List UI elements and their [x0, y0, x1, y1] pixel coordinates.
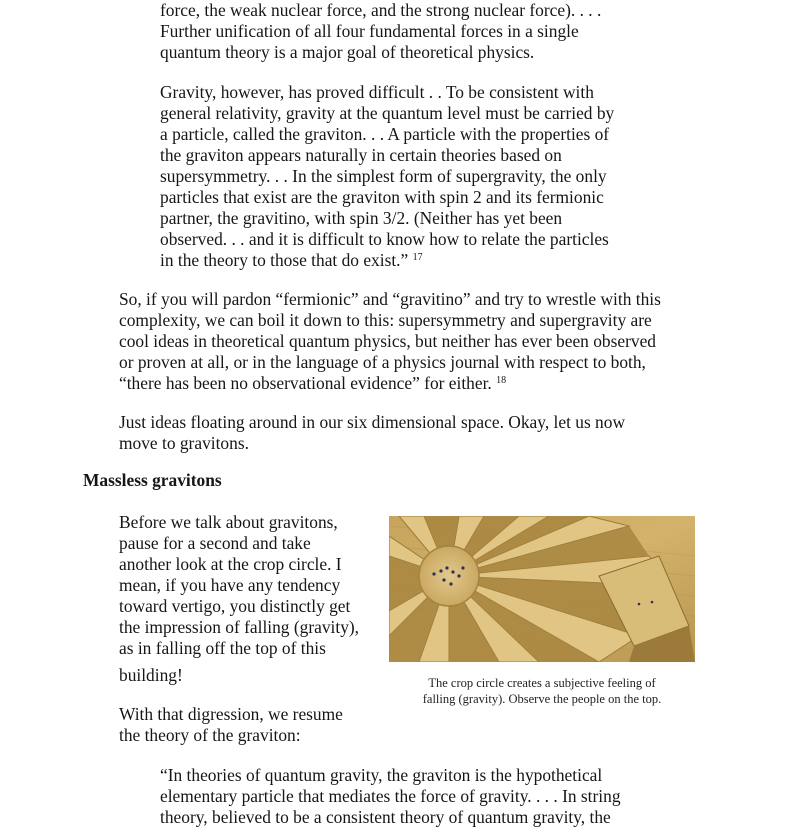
blockquote-line: “In theories of quantum gravity, the graviton is the hypothetical — [160, 765, 603, 785]
paragraph-line: mean, if you have any tendency — [119, 575, 341, 595]
blockquote-line: the graviton appears naturally in certain theories based on — [160, 145, 562, 165]
paragraph-line: the theory of the graviton: — [119, 725, 301, 745]
paragraph-line: cool ideas in theoretical quantum physics, but neither has ever been observed — [119, 331, 657, 351]
paragraph-line: complexity, we can boil it down to this: supersymmetry and supergravity are — [119, 310, 652, 330]
blockquote-line: observed. . . and it is difficult to know how to relate the particles — [160, 229, 609, 249]
blockquote-line: Further unification of all four fundamental forces in a single — [160, 21, 579, 41]
paragraph-line: the impression of falling (gravity), — [119, 617, 360, 637]
paragraph-text: “there has been no observational evidence” for either. — [119, 373, 492, 393]
blockquote-line: force, the weak nuclear force, and the strong nuclear force). . . . — [160, 0, 602, 20]
blockquote-line: partner, the gravitino, with spin 3/2. (Neither has yet been — [160, 208, 563, 228]
blockquote-line: quantum theory is a major goal of theoretical physics. — [160, 42, 535, 62]
paragraph-line: or proven at all, or in the language of a physics journal with respect to both, — [119, 352, 646, 372]
paragraph-line: Just ideas floating around in our six dimensional space. Okay, let us now — [119, 412, 626, 432]
photo-caption-line: falling (gravity). Observe the people on the top. — [422, 692, 662, 706]
footnote-marker: 18 — [496, 375, 507, 386]
photo-caption-line: The crop circle creates a subjective feeling of — [428, 676, 656, 690]
blockquote-line: supersymmetry. . . In the simplest form of supergravity, the only — [160, 166, 607, 186]
paragraph-line: move to gravitons. — [119, 433, 249, 453]
blockquote-line: Gravity, however, has proved difficult . . To be consistent with — [160, 82, 594, 102]
blockquote-line: a particle, called the graviton. . . A particle with the properties of — [160, 124, 610, 144]
blockquote-line — [160, 250, 423, 271]
blockquote-line: general relativity, gravity at the quantum level must be carried by — [160, 103, 615, 123]
paragraph-line: Before we talk about gravitons, — [119, 512, 338, 532]
paragraph-line: So, if you will pardon “fermionic” and “gravitino” and try to wrestle with this — [119, 289, 661, 309]
paragraph-line: as in falling off the top of this — [119, 638, 326, 658]
blockquote-line: elementary particle that mediates the force of gravity. . . . In string — [160, 786, 621, 806]
paragraph-line: pause for a second and take — [119, 533, 311, 553]
section-heading: Massless gravitons — [83, 470, 222, 490]
blockquote-line: theory, believed to be a consistent theory of quantum gravity, the — [160, 807, 611, 827]
paragraph-line: With that digression, we resume — [119, 704, 343, 724]
footnote-marker: 17 — [412, 252, 423, 263]
paragraph-line — [119, 373, 506, 394]
blockquote-line: particles that exist are the graviton with spin 2 and its fermionic — [160, 187, 604, 207]
paragraph-line: building! — [119, 665, 183, 685]
paragraph-line: another look at the crop circle. I — [119, 554, 342, 574]
blockquote-text: in the theory to those that do exist.” — [160, 250, 409, 270]
paragraph-line: toward vertigo, you distinctly get — [119, 596, 351, 616]
crop-circle-photo — [389, 516, 695, 662]
